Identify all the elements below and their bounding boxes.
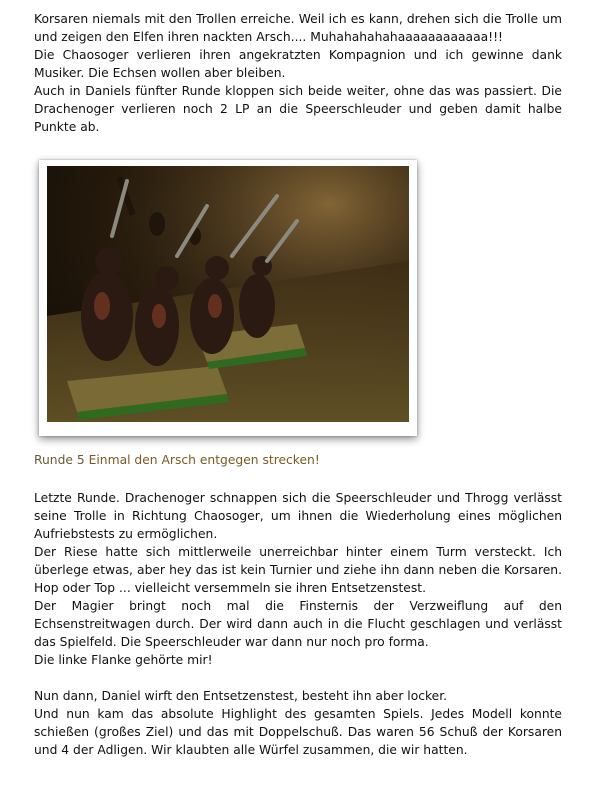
text-line: Nun dann, Daniel wirft den Entsetzenstest, besteht ihn aber locker.: [34, 689, 448, 703]
text-line: Auch in Daniels fünfter Runde kloppen sich beide weiter, ohne das was passiert. Die Drachenoger verlieren noch 2 LP an die Speerschleuder und geben damit halbe Punkte ab.: [34, 84, 562, 134]
text-line: Letzte Runde. Drachenoger schnappen sich die Speerschleuder und Throgg verlässt seine Trolle in Richtung Chaosoger, um ihnen die Wiederholung eines möglichen Aufriebstests zu ermöglichen.: [34, 491, 562, 541]
paragraph-gap: [34, 669, 562, 687]
text-line: Der Riese hatte sich mittlerweile unerreichbar hinter einem Turm versteckt. Ich überlege etwas, aber hey das ist kein Turnier und ziehe ihn dann neben die Korsaren. Hop oder Top ... vielleicht versemmeln sie ihren Entsetzenstest.: [34, 545, 562, 595]
text-line: Korsaren niemals mit den Trollen erreiche. Weil ich es kann, drehen sich die Trolle um und zeigen den Elfen ihren nackten Arsch.... Muhahahahahaaaaaaaaaaaa!!!: [34, 12, 562, 44]
text-line: Der Magier bringt noch mal die Finsternis der Verzweiflung auf den Echsenstreitwagen durch. Der wird dann auch in die Flucht geschlagen und verlässt das Spielfeld. Die Speerschleuder war dann nur noch pro forma.: [34, 599, 562, 649]
bottom-paragraph: [34, 489, 562, 759]
photo-miniature-trolls-icon: [47, 166, 409, 422]
top-paragraph: [34, 10, 562, 136]
text-line: Und nun kam das absolute Highlight des gesamten Spiels. Jedes Modell konnte schießen (großes Ziel) und das mit Doppelschuß. Das waren 56 Schuß der Korsaren und 4 der Adligen. Wir klaubten alle Würfel zusammen, die wir hatten.: [34, 707, 562, 757]
text-line: Die Chaosoger verlieren ihren angekratzten Kompagnion und ich gewinne dank Musiker. Die Echsen wollen aber bleiben.: [34, 48, 562, 80]
caption-text: Einmal den Arsch entgegen strecken!: [88, 453, 320, 467]
photo-frame: [39, 160, 417, 436]
text-line: Die linke Flanke gehörte mir!: [34, 653, 213, 667]
caption-label: Runde 5: [34, 453, 85, 467]
figure-caption: [34, 452, 320, 468]
